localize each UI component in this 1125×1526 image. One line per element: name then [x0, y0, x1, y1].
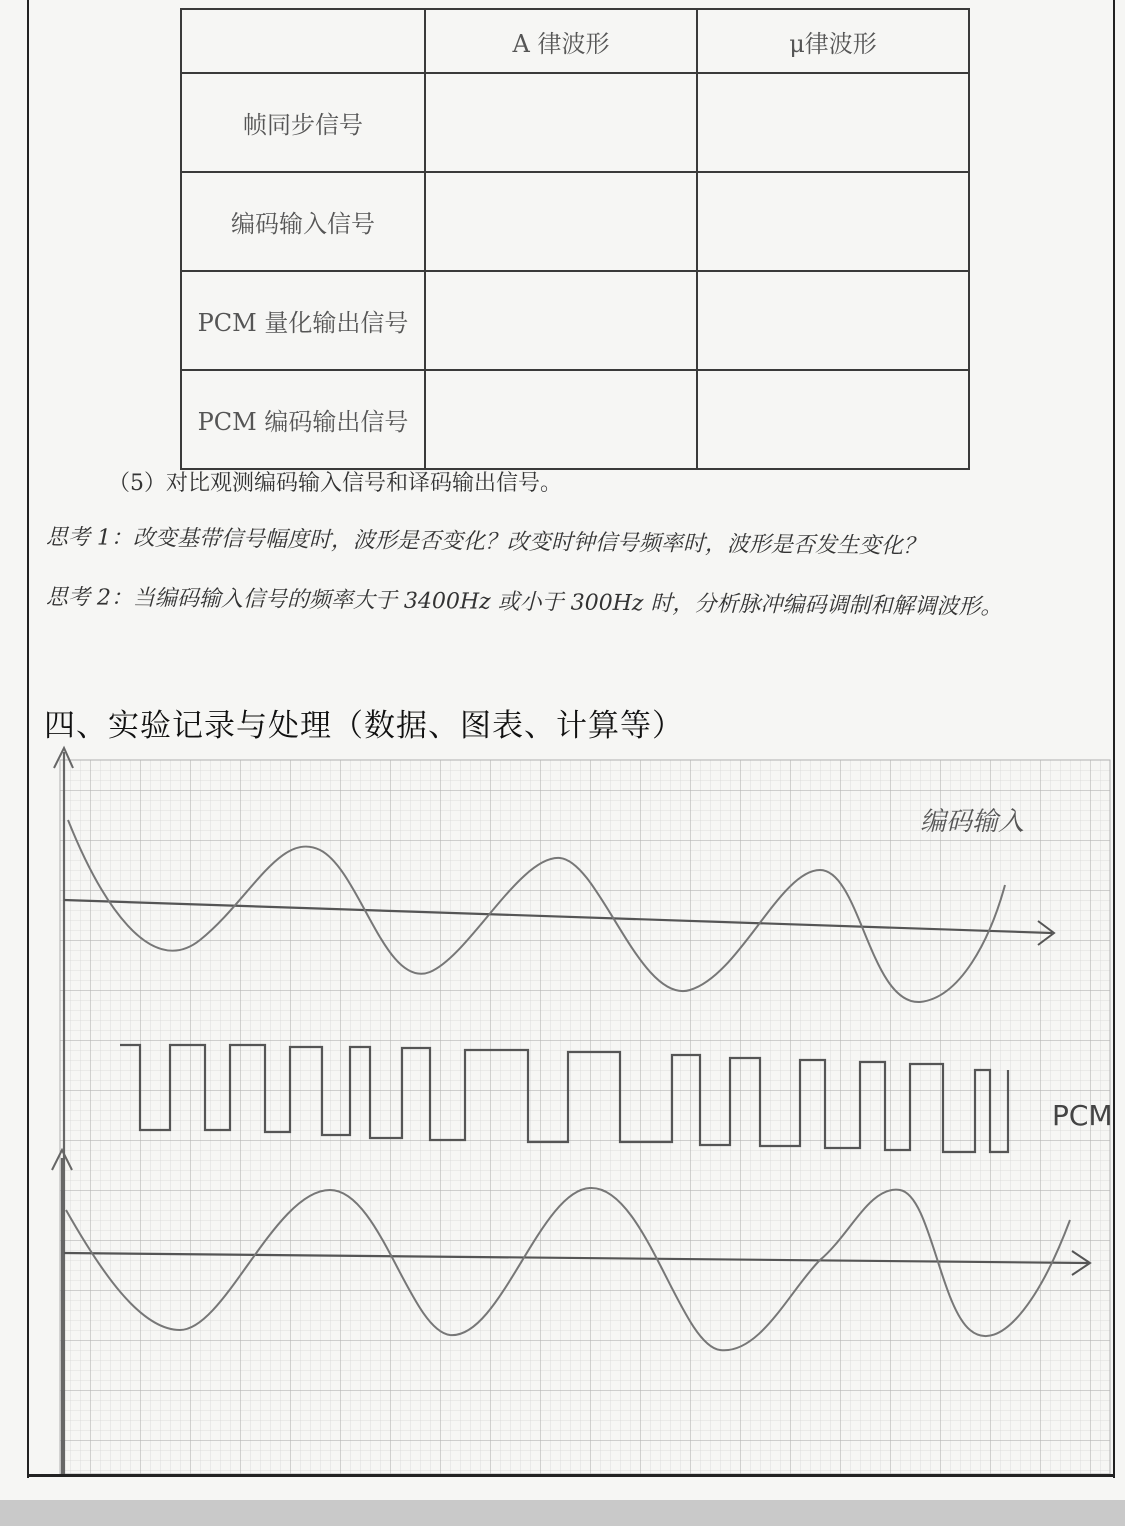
- header-a-law: A 律波形: [425, 9, 697, 73]
- cell-empty: [425, 271, 697, 370]
- cell-empty: [697, 73, 969, 172]
- header-mu-law: μ律波形: [697, 9, 969, 73]
- table-corner-cell: [181, 9, 425, 73]
- think-question-2: 思考 2：当编码输入信号的频率大于 3400Hz 或小于 300Hz 时，分析脉冲编码调制和解调波形。: [45, 585, 1003, 621]
- label-pcm: PCM: [1052, 1099, 1113, 1132]
- cell-empty: [425, 73, 697, 172]
- page-frame-left: [27, 0, 29, 1478]
- cell-empty: [697, 370, 969, 469]
- scan-bottom-margin: [0, 1500, 1125, 1526]
- think-question-1: 思考 1：改变基带信号幅度时，波形是否变化？改变时钟信号频率时，波形是否发生变化？: [45, 525, 926, 560]
- graph-grid: [60, 760, 1110, 1474]
- page-frame-bottom: [27, 1474, 1115, 1477]
- label-encoder-input: 编码输入: [920, 807, 1025, 837]
- row-label-pcm-encoded: PCM 编码输出信号: [181, 370, 425, 469]
- waveform-table: [180, 8, 970, 470]
- cell-empty: [425, 172, 697, 271]
- cell-empty: [425, 370, 697, 469]
- step-5-text: （5）对比观测编码输入信号和译码输出信号。: [108, 471, 562, 496]
- row-label-pcm-quantized: PCM 量化输出信号: [181, 271, 425, 370]
- row-label-frame-sync: 帧同步信号: [181, 73, 425, 172]
- cell-empty: [697, 172, 969, 271]
- graph-paper-sketch: [40, 740, 1120, 1474]
- cell-empty: [697, 271, 969, 370]
- row-label-encoder-input: 编码输入信号: [181, 172, 425, 271]
- section-4-title: 四、实验记录与处理（数据、图表、计算等）: [44, 708, 684, 744]
